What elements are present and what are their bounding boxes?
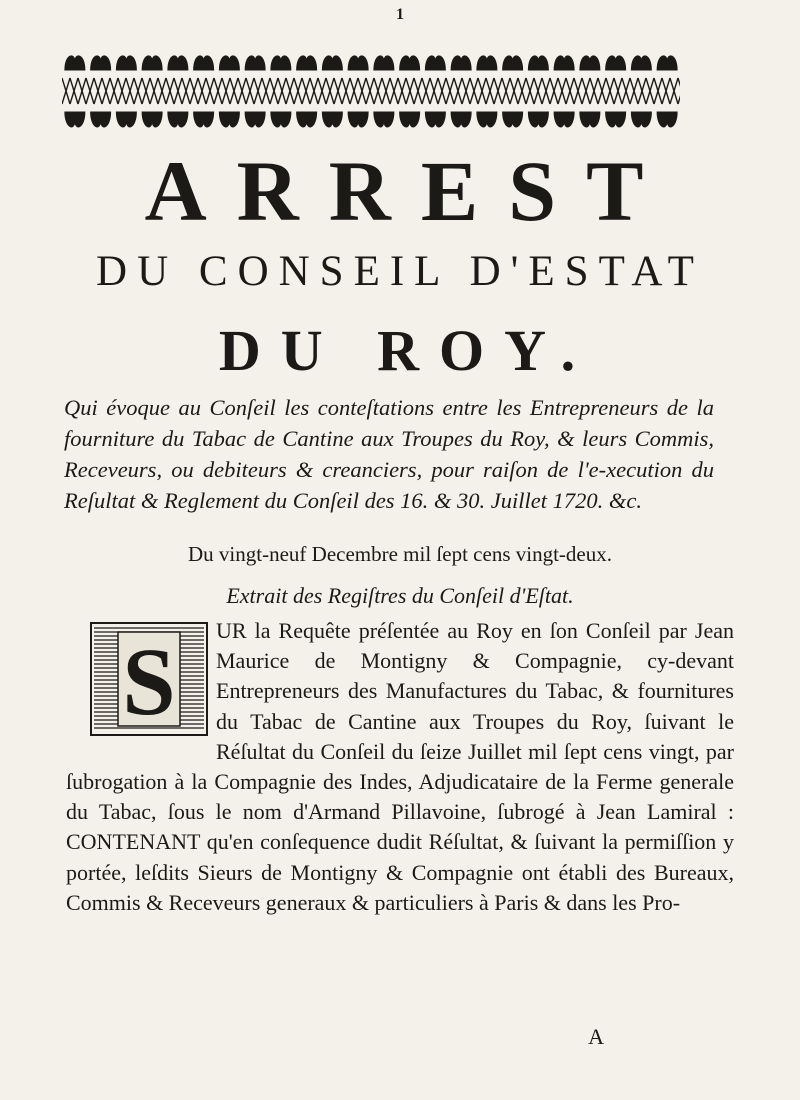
fleuron-top bbox=[116, 56, 136, 70]
fleuron-top bbox=[580, 56, 600, 70]
fleuron-bottom bbox=[374, 112, 394, 127]
fleuron-top bbox=[606, 56, 626, 70]
fleuron-top bbox=[425, 56, 445, 70]
fleuron-bottom bbox=[477, 112, 497, 127]
fleuron-bottom bbox=[322, 112, 342, 127]
fleuron-bottom bbox=[580, 112, 600, 127]
dropcap-letter: S bbox=[122, 628, 176, 735]
fleuron-top bbox=[477, 56, 497, 70]
extrait-heading: Extrait des Regiſtres du Conſeil d'Eſtat. bbox=[226, 583, 574, 608]
fleuron-bottom bbox=[606, 112, 626, 127]
fleuron-top bbox=[503, 56, 523, 70]
fleuron-top bbox=[631, 56, 651, 70]
body-text: UR la Requête préſentée au Roy en ſon Conſeil par Jean Maurice de Montigny & Compagnie, cy-devant Entrepreneurs des Manufactures du Tabac, & fournitures du Tabac de Cantine aux Troupes du Roy, ſuivant le Réſultat du Conſeil du ſeize Juillet mil ſept cens vingt, par ſubrogation à la Compagnie des Indes, Adjudicataire de la Ferme generale du Tabac, ſous le nom d'Armand Pillavoine, ſubrogé à Jean Lamiral : CONTENANT qu'en conſequence dudit Réſultat, & ſuivant la permiſſion y portée, leſdits Sieurs de Montigny & Compagnie ont établi des Bureaux, Commis & Receveurs generaux & particuliers à Paris & dans les Pro- bbox=[66, 618, 734, 915]
fleuron-bottom bbox=[425, 112, 445, 127]
body-paragraph bbox=[66, 616, 734, 918]
fleuron-bottom bbox=[168, 112, 188, 127]
fleuron-top bbox=[528, 56, 548, 70]
fleuron-bottom bbox=[657, 112, 677, 127]
fleuron-bottom bbox=[142, 112, 162, 127]
fleuron-bottom bbox=[219, 112, 239, 127]
fleuron-bottom bbox=[554, 112, 574, 127]
fleuron-top bbox=[348, 56, 368, 70]
fleuron-bottom bbox=[245, 112, 265, 127]
fleuron-top bbox=[65, 56, 85, 70]
fleuron-top bbox=[400, 56, 420, 70]
fleuron-top bbox=[91, 56, 111, 70]
fleuron-top bbox=[168, 56, 188, 70]
title-conseil-d-estat: DU CONSEIL D'ESTAT bbox=[96, 248, 704, 295]
catchword: A bbox=[588, 1024, 604, 1049]
fleuron-top bbox=[271, 56, 291, 70]
title-du-roy: DU ROY. bbox=[218, 318, 596, 383]
fleuron-top bbox=[374, 56, 394, 70]
date-line: Du vingt-neuf Decembre mil ſept cens vingt-deux. bbox=[188, 542, 612, 566]
page-number: 1 bbox=[396, 6, 404, 23]
fleuron-bottom bbox=[271, 112, 291, 127]
fleuron-top bbox=[219, 56, 239, 70]
fleuron-top bbox=[554, 56, 574, 70]
fleuron-bottom bbox=[451, 112, 471, 127]
fleuron-top bbox=[194, 56, 214, 70]
fleuron-bottom bbox=[400, 112, 420, 127]
fleuron-bottom bbox=[91, 112, 111, 127]
fleuron-top bbox=[142, 56, 162, 70]
fleuron-bottom bbox=[194, 112, 214, 127]
fleuron-top bbox=[451, 56, 471, 70]
fleuron-bottom bbox=[528, 112, 548, 127]
fleuron-bottom bbox=[503, 112, 523, 127]
fleuron-top bbox=[322, 56, 342, 70]
fleuron-top bbox=[245, 56, 265, 70]
fleuron-top bbox=[297, 56, 317, 70]
fleuron-band-icon bbox=[62, 48, 680, 136]
title-arrest: ARREST bbox=[144, 143, 674, 239]
fleuron-bottom bbox=[631, 112, 651, 127]
fleuron-bottom bbox=[348, 112, 368, 127]
fleuron-top bbox=[657, 56, 677, 70]
fleuron-bottom bbox=[116, 112, 136, 127]
fleuron-bottom bbox=[65, 112, 85, 127]
fleuron-bottom bbox=[297, 112, 317, 127]
summary-paragraph: Qui évoque au Conſeil les conteſtations entre les Entrepreneurs de la fourniture du Tabac de Cantine aux Troupes du Roy, & leurs Commis, Receveurs, ou debiteurs & creanciers, pour raiſon de l'e-xecution du Reſultat & Reglement du Conſeil des 16. & 30. Juillet 1720. &c. bbox=[64, 395, 714, 513]
